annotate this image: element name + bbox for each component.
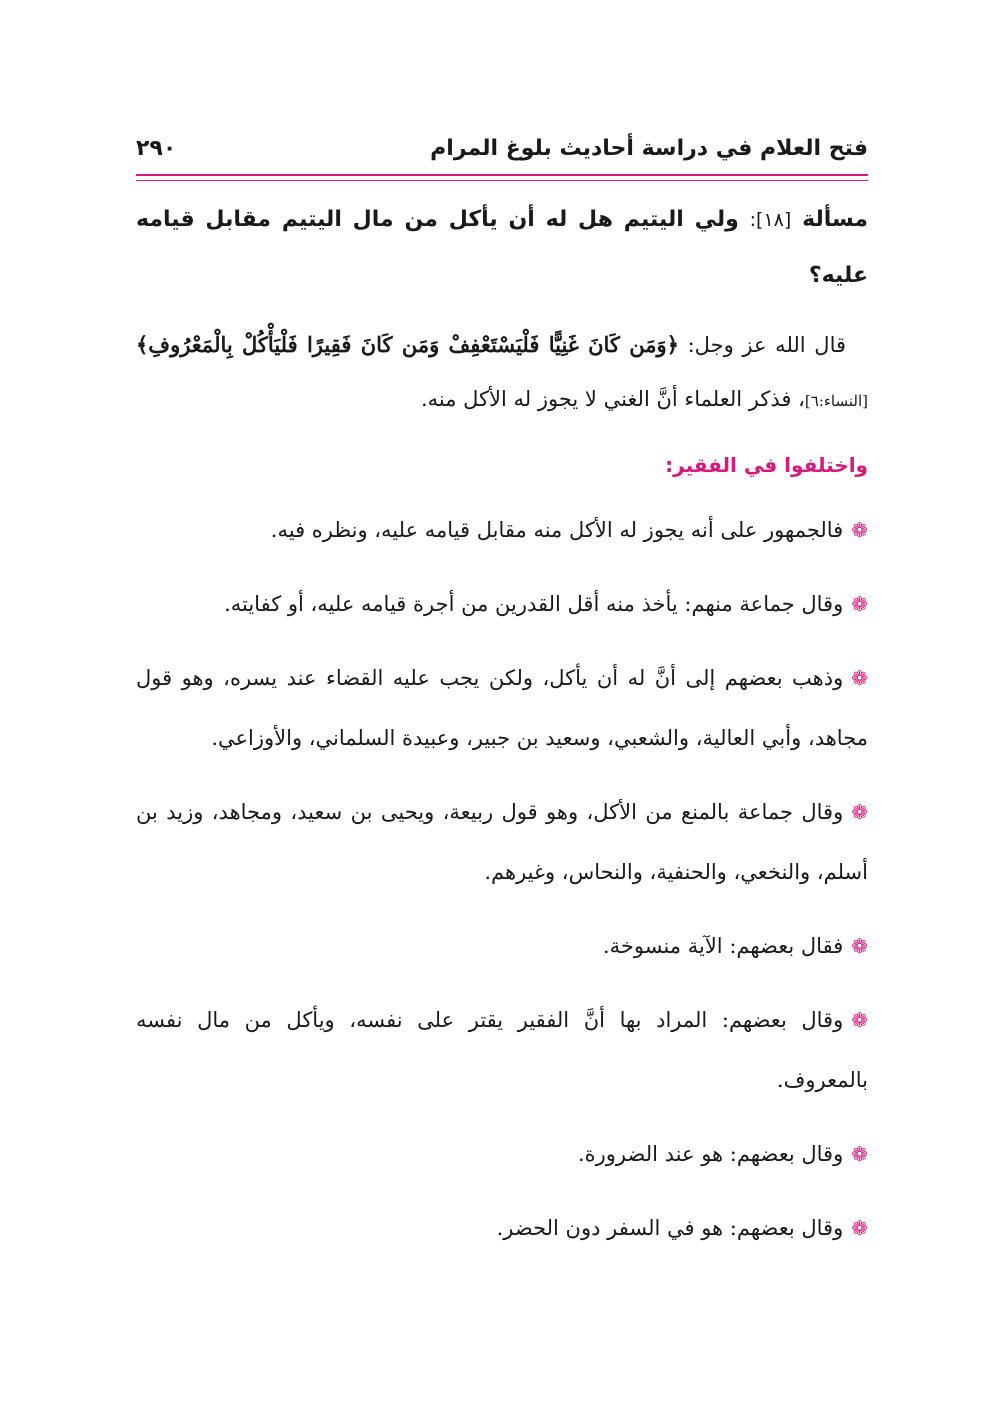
page-content <box>136 192 868 1272</box>
running-header <box>136 128 868 168</box>
question-prefix: مسألة <box>802 207 868 232</box>
list-item <box>136 500 868 560</box>
list-item <box>136 574 868 634</box>
verse-commentary: ، فذكر العلماء أنَّ الغني لا يجوز له الأكل منه. <box>420 387 805 411</box>
book-title: فتح العلام في دراسة أحاديث بلوغ المرام <box>430 135 868 161</box>
list-item-text: فقال بعضهم: الآية منسوخة. <box>602 934 844 958</box>
flower-ornament-icon: ❁ <box>851 666 868 690</box>
list-item <box>136 782 868 902</box>
section-heading: واختلفوا في الفقير: <box>665 453 868 477</box>
list-item <box>136 1124 868 1184</box>
flower-ornament-icon: ❁ <box>851 1142 868 1166</box>
header-rule-thick <box>136 174 868 176</box>
question-text: ولي اليتيم هل له أن يأكل من مال اليتيم مقابل قيامه عليه؟ <box>136 207 868 288</box>
header-rule-thin <box>136 180 868 181</box>
list-item <box>136 1198 868 1258</box>
flower-ornament-icon: ❁ <box>851 518 868 542</box>
flower-ornament-icon: ❁ <box>851 1008 868 1032</box>
list-item-text: وذهب بعضهم إلى أنَّ له أن يأكل، ولكن يجب عليه القضاء عند يسره، وهو قول مجاهد، وأبي العالية، والشعبي، وسعيد بن جبير، وعبيدة السلماني، والأوزاعي. <box>136 666 868 750</box>
list-item-text: وقال بعضهم: المراد بها أنَّ الفقير يقتر على نفسه، ويأكل من مال نفسه بالمعروف. <box>136 1008 868 1092</box>
flower-ornament-icon: ❁ <box>851 1216 868 1240</box>
flower-ornament-icon: ❁ <box>851 592 868 616</box>
flower-ornament-icon: ❁ <box>851 934 868 958</box>
page-number: ٢٩٠ <box>136 135 177 161</box>
list-item-text: فالجمهور على أنه يجوز له الأكل منه مقابل قيامه عليه، ونظره فيه. <box>270 518 844 542</box>
verse-paragraph <box>136 318 868 428</box>
flower-ornament-icon: ❁ <box>851 800 868 824</box>
quran-verse: ﴿وَمَن كَانَ غَنِيًّا فَلْيَسْتَعْفِفْ وَمَن كَانَ فَقِيرًا فَلْيَأْكُلْ بِالْمَعْرُوفِ﴾ <box>136 332 679 357</box>
verse-intro: قال الله عز وجل: <box>687 333 847 357</box>
list-item-text: وقال جماعة منهم: يأخذ منه أقل القدرين من أجرة قيامه عليه، أو كفايته. <box>224 592 844 616</box>
question-number: [١٨]: <box>749 209 792 231</box>
list-item-text: وقال بعضهم: هو عند الضرورة. <box>577 1142 844 1166</box>
verse-source: [النساء:٦] <box>804 392 868 410</box>
list-item-text: وقال جماعة بالمنع من الأكل، وهو قول ربيعة، ويحيى بن سعيد، ومجاهد، وزيد بن أسلم، والنخعي، والحنفية، والنحاس، وغيرهم. <box>136 800 868 884</box>
list-item <box>136 990 868 1110</box>
question-heading <box>136 192 868 304</box>
list-item <box>136 916 868 976</box>
list-item <box>136 648 868 768</box>
list-item-text: وقال بعضهم: هو في السفر دون الحضر. <box>496 1216 844 1240</box>
